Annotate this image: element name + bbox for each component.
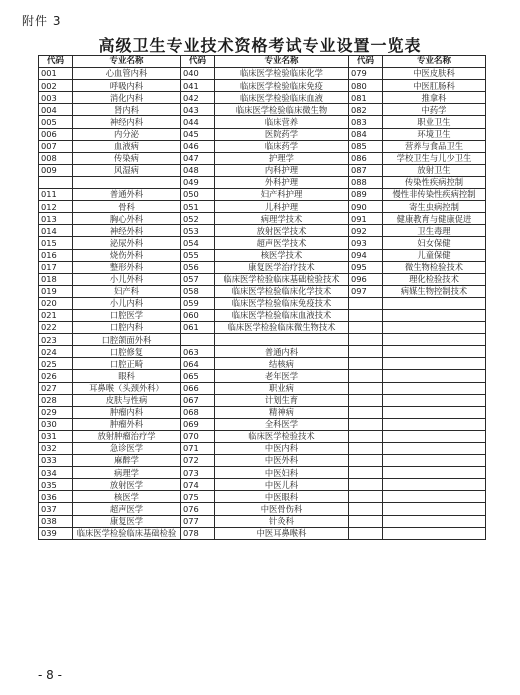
specialty-name-cell: 临床药学 (215, 140, 349, 152)
specialty-name-cell: 核医学 (73, 491, 181, 503)
code-cell: 082 (349, 104, 383, 116)
code-cell (349, 358, 383, 370)
code-cell: 052 (181, 213, 215, 225)
code-cell: 073 (181, 467, 215, 479)
code-cell: 016 (39, 249, 73, 261)
table-row (39, 273, 486, 285)
code-cell (349, 309, 383, 321)
specialty-name-cell: 结核病 (215, 358, 349, 370)
specialty-name-cell: 康复医学治疗技术 (215, 261, 349, 273)
specialty-name-cell: 急诊医学 (73, 443, 181, 455)
specialty-name-cell: 护理学 (215, 152, 349, 164)
code-cell: 003 (39, 92, 73, 104)
table-row (39, 491, 486, 503)
specialty-name-cell: 中医耳鼻喉科 (215, 527, 349, 539)
code-cell (349, 370, 383, 382)
code-cell: 024 (39, 346, 73, 358)
specialty-name-cell (383, 527, 486, 539)
code-cell (349, 382, 383, 394)
specialty-name-cell: 职业病 (215, 382, 349, 394)
code-cell: 037 (39, 503, 73, 515)
specialty-name-cell (383, 334, 486, 346)
specialty-name-cell: 胸心外科 (73, 213, 181, 225)
specialty-name-cell: 内分泌 (73, 128, 181, 140)
code-cell: 089 (349, 189, 383, 201)
table-row (39, 370, 486, 382)
code-cell (181, 334, 215, 346)
code-cell: 074 (181, 479, 215, 491)
specialty-name-cell: 临床医学检验技术 (215, 430, 349, 442)
code-cell: 058 (181, 285, 215, 297)
code-cell: 092 (349, 225, 383, 237)
specialty-name-cell: 中医骨伤科 (215, 503, 349, 515)
code-cell: 040 (181, 68, 215, 80)
code-cell: 049 (181, 176, 215, 188)
code-cell (349, 394, 383, 406)
code-cell: 087 (349, 164, 383, 176)
specialty-name-cell (383, 467, 486, 479)
specialty-name-cell: 内科护理 (215, 164, 349, 176)
specialty-name-cell: 中医外科 (215, 455, 349, 467)
table-header-row (39, 56, 486, 68)
specialty-name-cell: 麻醉学 (73, 455, 181, 467)
code-cell: 054 (181, 237, 215, 249)
specialty-name-cell: 放射卫生 (383, 164, 486, 176)
table-row (39, 140, 486, 152)
specialty-name-cell (383, 443, 486, 455)
attachment-label: 附件 3 (22, 14, 62, 28)
code-cell (349, 467, 383, 479)
code-cell: 067 (181, 394, 215, 406)
table-row (39, 201, 486, 213)
specialty-name-cell: 烧伤外科 (73, 249, 181, 261)
code-cell: 038 (39, 515, 73, 527)
code-cell: 008 (39, 152, 73, 164)
specialty-name-cell (383, 455, 486, 467)
code-cell: 083 (349, 116, 383, 128)
specialty-name-cell: 医院药学 (215, 128, 349, 140)
specialty-name-cell: 营养与食品卫生 (383, 140, 486, 152)
table-row (39, 358, 486, 370)
code-cell (349, 430, 383, 442)
table-row (39, 334, 486, 346)
specialty-name-cell: 儿科护理 (215, 201, 349, 213)
code-cell: 032 (39, 443, 73, 455)
code-cell (349, 406, 383, 418)
specialty-name-cell: 普通外科 (73, 189, 181, 201)
specialty-name-cell: 老年医学 (215, 370, 349, 382)
header-name-2: 专业名称 (215, 56, 349, 68)
specialty-name-cell (383, 370, 486, 382)
code-cell: 068 (181, 406, 215, 418)
table-row (39, 213, 486, 225)
code-cell: 027 (39, 382, 73, 394)
code-cell: 069 (181, 418, 215, 430)
code-cell: 044 (181, 116, 215, 128)
code-cell (349, 418, 383, 430)
table-row (39, 455, 486, 467)
table-row (39, 418, 486, 430)
header-code-3: 代码 (349, 56, 383, 68)
code-cell: 094 (349, 249, 383, 261)
specialty-name-cell: 理化检验技术 (383, 273, 486, 285)
specialty-name-cell: 神经外科 (73, 225, 181, 237)
code-cell: 041 (181, 80, 215, 92)
specialty-name-cell: 普通内科 (215, 346, 349, 358)
specialty-name-cell: 临床医学检验临床基础检验 (73, 527, 181, 539)
specialty-name-cell: 病理学技术 (215, 213, 349, 225)
code-cell: 086 (349, 152, 383, 164)
specialty-name-cell: 针灸科 (215, 515, 349, 527)
code-cell: 050 (181, 189, 215, 201)
code-cell (349, 334, 383, 346)
table-row (39, 237, 486, 249)
code-cell: 030 (39, 418, 73, 430)
specialty-name-cell (383, 297, 486, 309)
specialty-name-cell: 口腔正畸 (73, 358, 181, 370)
code-cell (349, 503, 383, 515)
specialty-name-cell: 肿瘤外科 (73, 418, 181, 430)
code-cell: 034 (39, 467, 73, 479)
specialty-name-cell: 妇产科护理 (215, 189, 349, 201)
code-cell: 072 (181, 455, 215, 467)
code-cell: 026 (39, 370, 73, 382)
code-cell: 015 (39, 237, 73, 249)
table-row (39, 467, 486, 479)
specialty-name-cell: 慢性非传染性疾病控制 (383, 189, 486, 201)
specialty-name-cell: 放射医学技术 (215, 225, 349, 237)
table-row (39, 249, 486, 261)
specialty-name-cell: 口腔修复 (73, 346, 181, 358)
code-cell: 084 (349, 128, 383, 140)
specialty-name-cell: 口腔医学 (73, 309, 181, 321)
table-row (39, 176, 486, 188)
table-row (39, 309, 486, 321)
specialty-name-cell: 消化内科 (73, 92, 181, 104)
specialty-name-cell: 中医皮肤科 (383, 68, 486, 80)
code-cell: 051 (181, 201, 215, 213)
specialty-name-cell (383, 515, 486, 527)
header-name-3: 专业名称 (383, 56, 486, 68)
specialty-name-cell: 整形外科 (73, 261, 181, 273)
table-row (39, 128, 486, 140)
code-cell (349, 297, 383, 309)
specialty-name-cell: 中医肛肠科 (383, 80, 486, 92)
code-cell: 091 (349, 213, 383, 225)
code-cell: 048 (181, 164, 215, 176)
specialty-name-cell: 微生物检验技术 (383, 261, 486, 273)
specialty-name-cell: 传染病 (73, 152, 181, 164)
code-cell: 031 (39, 430, 73, 442)
code-cell: 059 (181, 297, 215, 309)
code-cell: 020 (39, 297, 73, 309)
header-code-2: 代码 (181, 56, 215, 68)
specialty-name-cell (383, 394, 486, 406)
table-row (39, 189, 486, 201)
code-cell: 018 (39, 273, 73, 285)
specialty-name-cell (383, 479, 486, 491)
code-cell: 002 (39, 80, 73, 92)
table-row (39, 346, 486, 358)
code-cell: 080 (349, 80, 383, 92)
code-cell: 028 (39, 394, 73, 406)
specialty-name-cell: 耳鼻喉（头颈外科） (73, 382, 181, 394)
code-cell: 007 (39, 140, 73, 152)
table-row (39, 503, 486, 515)
specialty-name-cell: 中医儿科 (215, 479, 349, 491)
code-cell: 060 (181, 309, 215, 321)
code-cell: 036 (39, 491, 73, 503)
code-cell: 078 (181, 527, 215, 539)
table-row (39, 443, 486, 455)
code-cell: 033 (39, 455, 73, 467)
code-cell (349, 443, 383, 455)
code-cell: 022 (39, 322, 73, 334)
specialty-name-cell: 精神病 (215, 406, 349, 418)
code-cell: 035 (39, 479, 73, 491)
table-row (39, 80, 486, 92)
code-cell: 076 (181, 503, 215, 515)
code-cell: 025 (39, 358, 73, 370)
specialty-name-cell: 中医眼科 (215, 491, 349, 503)
specialty-name-cell: 妇女保健 (383, 237, 486, 249)
code-cell: 070 (181, 430, 215, 442)
specialty-name-cell: 病媒生物控制技术 (383, 285, 486, 297)
specialty-name-cell: 临床医学检验临床基础检验技术 (215, 273, 349, 285)
specialty-name-cell: 泌尿外科 (73, 237, 181, 249)
code-cell: 057 (181, 273, 215, 285)
specialty-name-cell: 超声医学技术 (215, 237, 349, 249)
specialty-name-cell: 骨科 (73, 201, 181, 213)
table-row (39, 479, 486, 491)
specialty-name-cell (383, 503, 486, 515)
code-cell: 017 (39, 261, 73, 273)
specialty-name-cell (383, 430, 486, 442)
code-cell (349, 455, 383, 467)
table-row (39, 225, 486, 237)
code-cell: 085 (349, 140, 383, 152)
specialty-name-cell: 临床医学检验临床化学 (215, 68, 349, 80)
specialty-name-cell: 口腔内科 (73, 322, 181, 334)
specialty-name-cell (383, 406, 486, 418)
specialty-name-cell: 职业卫生 (383, 116, 486, 128)
specialty-name-cell: 风湿病 (73, 164, 181, 176)
page-title: 高级卫生专业技术资格考试专业设置一览表 (98, 36, 422, 55)
code-cell: 053 (181, 225, 215, 237)
specialty-name-cell: 心血管内科 (73, 68, 181, 80)
code-cell: 013 (39, 213, 73, 225)
code-cell: 066 (181, 382, 215, 394)
code-cell (349, 515, 383, 527)
code-cell: 011 (39, 189, 73, 201)
code-cell: 012 (39, 201, 73, 213)
specialty-name-cell (383, 491, 486, 503)
specialty-name-cell: 核医学技术 (215, 249, 349, 261)
code-cell (349, 491, 383, 503)
table-row (39, 394, 486, 406)
code-cell: 056 (181, 261, 215, 273)
code-cell: 042 (181, 92, 215, 104)
code-cell (349, 322, 383, 334)
code-cell: 077 (181, 515, 215, 527)
specialty-name-cell (215, 334, 349, 346)
specialty-name-cell: 健康教育与健康促进 (383, 213, 486, 225)
specialty-name-cell: 超声医学 (73, 503, 181, 515)
table-row (39, 406, 486, 418)
specialty-name-cell: 中医妇科 (215, 467, 349, 479)
specialty-name-cell: 神经内科 (73, 116, 181, 128)
table-row (39, 297, 486, 309)
specialty-name-cell: 学校卫生与儿少卫生 (383, 152, 486, 164)
specialty-name-cell: 小儿内科 (73, 297, 181, 309)
code-cell: 061 (181, 322, 215, 334)
code-cell: 039 (39, 527, 73, 539)
table-row (39, 322, 486, 334)
code-cell (349, 346, 383, 358)
code-cell: 079 (349, 68, 383, 80)
code-cell: 095 (349, 261, 383, 273)
code-cell: 014 (39, 225, 73, 237)
code-cell (39, 176, 73, 188)
specialty-name-cell (383, 322, 486, 334)
table-row (39, 261, 486, 273)
specialty-name-cell: 临床医学检验临床微生物 (215, 104, 349, 116)
specialty-name-cell: 临床医学检验临床微生物技术 (215, 322, 349, 334)
code-cell: 005 (39, 116, 73, 128)
code-cell: 075 (181, 491, 215, 503)
specialty-name-cell (383, 309, 486, 321)
code-cell: 090 (349, 201, 383, 213)
specialty-name-cell: 计划生育 (215, 394, 349, 406)
page-number: - 8 - (38, 668, 62, 682)
code-cell: 023 (39, 334, 73, 346)
code-cell: 001 (39, 68, 73, 80)
specialty-name-cell: 卫生毒理 (383, 225, 486, 237)
specialty-name-cell: 临床医学检验临床免疫 (215, 80, 349, 92)
specialty-name-cell: 推拿科 (383, 92, 486, 104)
code-cell: 063 (181, 346, 215, 358)
code-cell: 093 (349, 237, 383, 249)
table-row (39, 382, 486, 394)
table-row (39, 527, 486, 539)
specialty-name-cell: 临床医学检验临床化学技术 (215, 285, 349, 297)
code-cell: 009 (39, 164, 73, 176)
code-cell: 065 (181, 370, 215, 382)
code-cell: 043 (181, 104, 215, 116)
header-name-1: 专业名称 (73, 56, 181, 68)
code-cell: 021 (39, 309, 73, 321)
specialty-name-cell: 环境卫生 (383, 128, 486, 140)
code-cell: 004 (39, 104, 73, 116)
specialty-name-cell (73, 176, 181, 188)
table-row (39, 430, 486, 442)
table-row (39, 515, 486, 527)
specialty-name-cell: 寄生虫病控制 (383, 201, 486, 213)
table-row (39, 116, 486, 128)
table-row (39, 152, 486, 164)
specialty-name-cell: 放射医学 (73, 479, 181, 491)
specialty-name-cell: 眼科 (73, 370, 181, 382)
specialty-name-cell: 肿瘤内科 (73, 406, 181, 418)
table-row (39, 92, 486, 104)
specialty-name-cell: 口腔颌面外科 (73, 334, 181, 346)
code-cell: 047 (181, 152, 215, 164)
specialty-name-cell: 病理学 (73, 467, 181, 479)
table-row (39, 285, 486, 297)
specialty-name-cell: 妇产科 (73, 285, 181, 297)
specialty-name-cell: 皮肤与性病 (73, 394, 181, 406)
code-cell: 096 (349, 273, 383, 285)
code-cell: 045 (181, 128, 215, 140)
code-cell (349, 527, 383, 539)
code-cell: 029 (39, 406, 73, 418)
specialty-name-cell: 小儿外科 (73, 273, 181, 285)
code-cell: 088 (349, 176, 383, 188)
specialty-name-cell: 中医内科 (215, 443, 349, 455)
specialty-name-cell: 全科医学 (215, 418, 349, 430)
header-code-1: 代码 (39, 56, 73, 68)
specialty-name-cell: 临床医学检验临床免疫技术 (215, 297, 349, 309)
specialty-name-cell (383, 346, 486, 358)
specialty-name-cell: 儿童保健 (383, 249, 486, 261)
specialty-name-cell: 中药学 (383, 104, 486, 116)
specialty-name-cell: 呼吸内科 (73, 80, 181, 92)
code-cell: 046 (181, 140, 215, 152)
specialty-name-cell (383, 418, 486, 430)
specialty-name-cell: 外科护理 (215, 176, 349, 188)
specialty-name-cell: 临床营养 (215, 116, 349, 128)
specialty-name-cell: 传染性疾病控制 (383, 176, 486, 188)
code-cell (349, 479, 383, 491)
code-cell: 055 (181, 249, 215, 261)
code-cell: 019 (39, 285, 73, 297)
specialty-name-cell: 临床医学检验临床血液 (215, 92, 349, 104)
specialty-name-cell: 临床医学检验临床血液技术 (215, 309, 349, 321)
table-row (39, 104, 486, 116)
specialty-name-cell (383, 358, 486, 370)
specialty-name-cell: 康复医学 (73, 515, 181, 527)
specialty-table (38, 55, 486, 540)
specialty-name-cell: 血液病 (73, 140, 181, 152)
specialty-name-cell: 放射肿瘤治疗学 (73, 430, 181, 442)
table-row (39, 164, 486, 176)
code-cell: 071 (181, 443, 215, 455)
code-cell: 064 (181, 358, 215, 370)
code-cell: 006 (39, 128, 73, 140)
table-row (39, 68, 486, 80)
specialty-name-cell: 肾内科 (73, 104, 181, 116)
code-cell: 081 (349, 92, 383, 104)
code-cell: 097 (349, 285, 383, 297)
specialty-name-cell (383, 382, 486, 394)
